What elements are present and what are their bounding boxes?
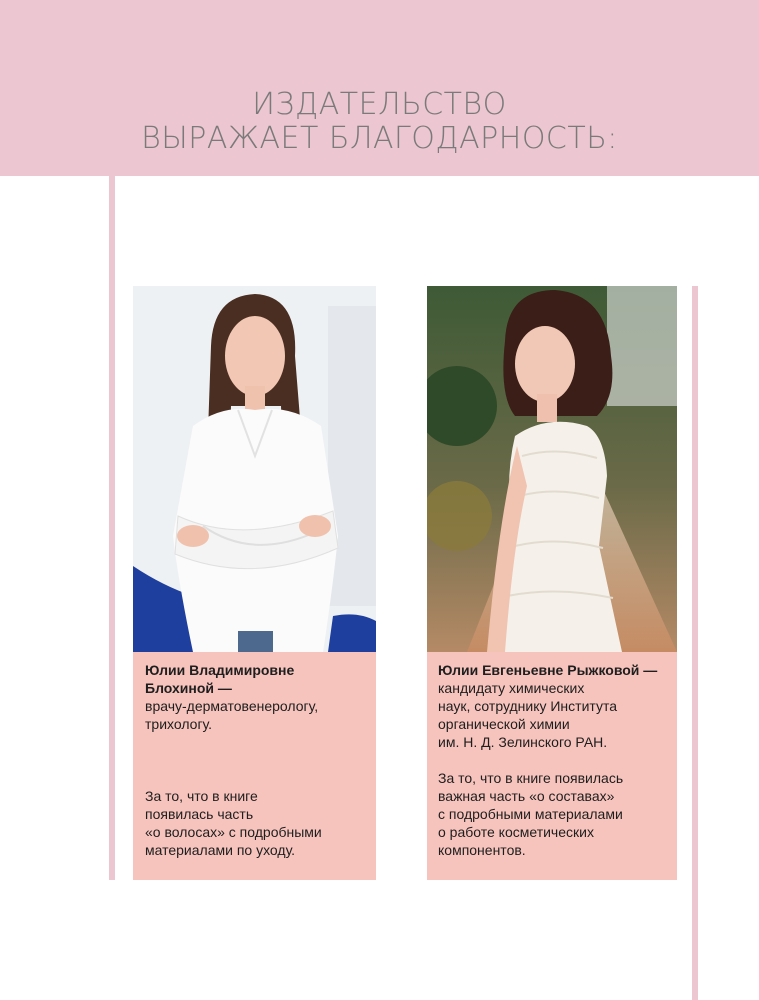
spacer: [438, 751, 669, 769]
person-2-title-line-2: наук, сотруднику Института: [438, 698, 618, 714]
left-accent-line: [109, 176, 115, 880]
page-title-line-1: ИЗДАТЕЛЬСТВО: [252, 87, 507, 122]
person-1-thanks-line-4: материалами по уходу.: [145, 842, 296, 858]
person-1-name-line-2: Блохиной —: [145, 680, 232, 696]
person-2-thanks-line-3: с подробными материалами: [438, 806, 623, 822]
portrait-1-illustration: [133, 286, 376, 652]
person-2-thanks-line-1: За то, что в книге появилась: [438, 770, 624, 786]
person-2-name-line-1: Юлии Евгеньевне Рыжковой —: [438, 662, 658, 678]
portrait-photo-2: [427, 286, 677, 652]
person-1-name-line-1: Юлии Владимировне: [145, 662, 295, 678]
person-1-thanks-line-2: появилась часть: [145, 806, 254, 822]
person-2-title-line-1: кандидату химических: [438, 680, 585, 696]
person-2-thanks-line-4: о работе косметических: [438, 824, 594, 840]
caption-card-1: [133, 652, 376, 880]
person-1-thanks-line-3: «о волосах» с подробными: [145, 824, 322, 840]
spacer: [145, 733, 366, 787]
person-2-title-line-3: органической химии: [438, 716, 570, 732]
page-title: [0, 88, 759, 156]
person-1-thanks-line-1: За то, что в книге: [145, 788, 258, 804]
portrait-photo-1: [133, 286, 376, 652]
person-2-title-line-4: им. Н. Д. Зелинского РАН.: [438, 734, 608, 750]
caption-card-2: [427, 652, 677, 880]
right-accent-line: [692, 286, 698, 1000]
person-2-thanks-line-5: компонентов.: [438, 842, 526, 858]
person-1-title-line-1: врачу-дерматовенерологу,: [145, 698, 319, 714]
person-1-title-line-2: трихологу.: [145, 716, 213, 732]
person-2-thanks-line-2: важная часть «о составах»: [438, 788, 615, 804]
portrait-2-illustration: [427, 286, 677, 652]
page-title-line-2: ВЫРАЖАЕТ БЛАГОДАРНОСТЬ:: [141, 121, 618, 156]
header-banner: [0, 0, 759, 176]
